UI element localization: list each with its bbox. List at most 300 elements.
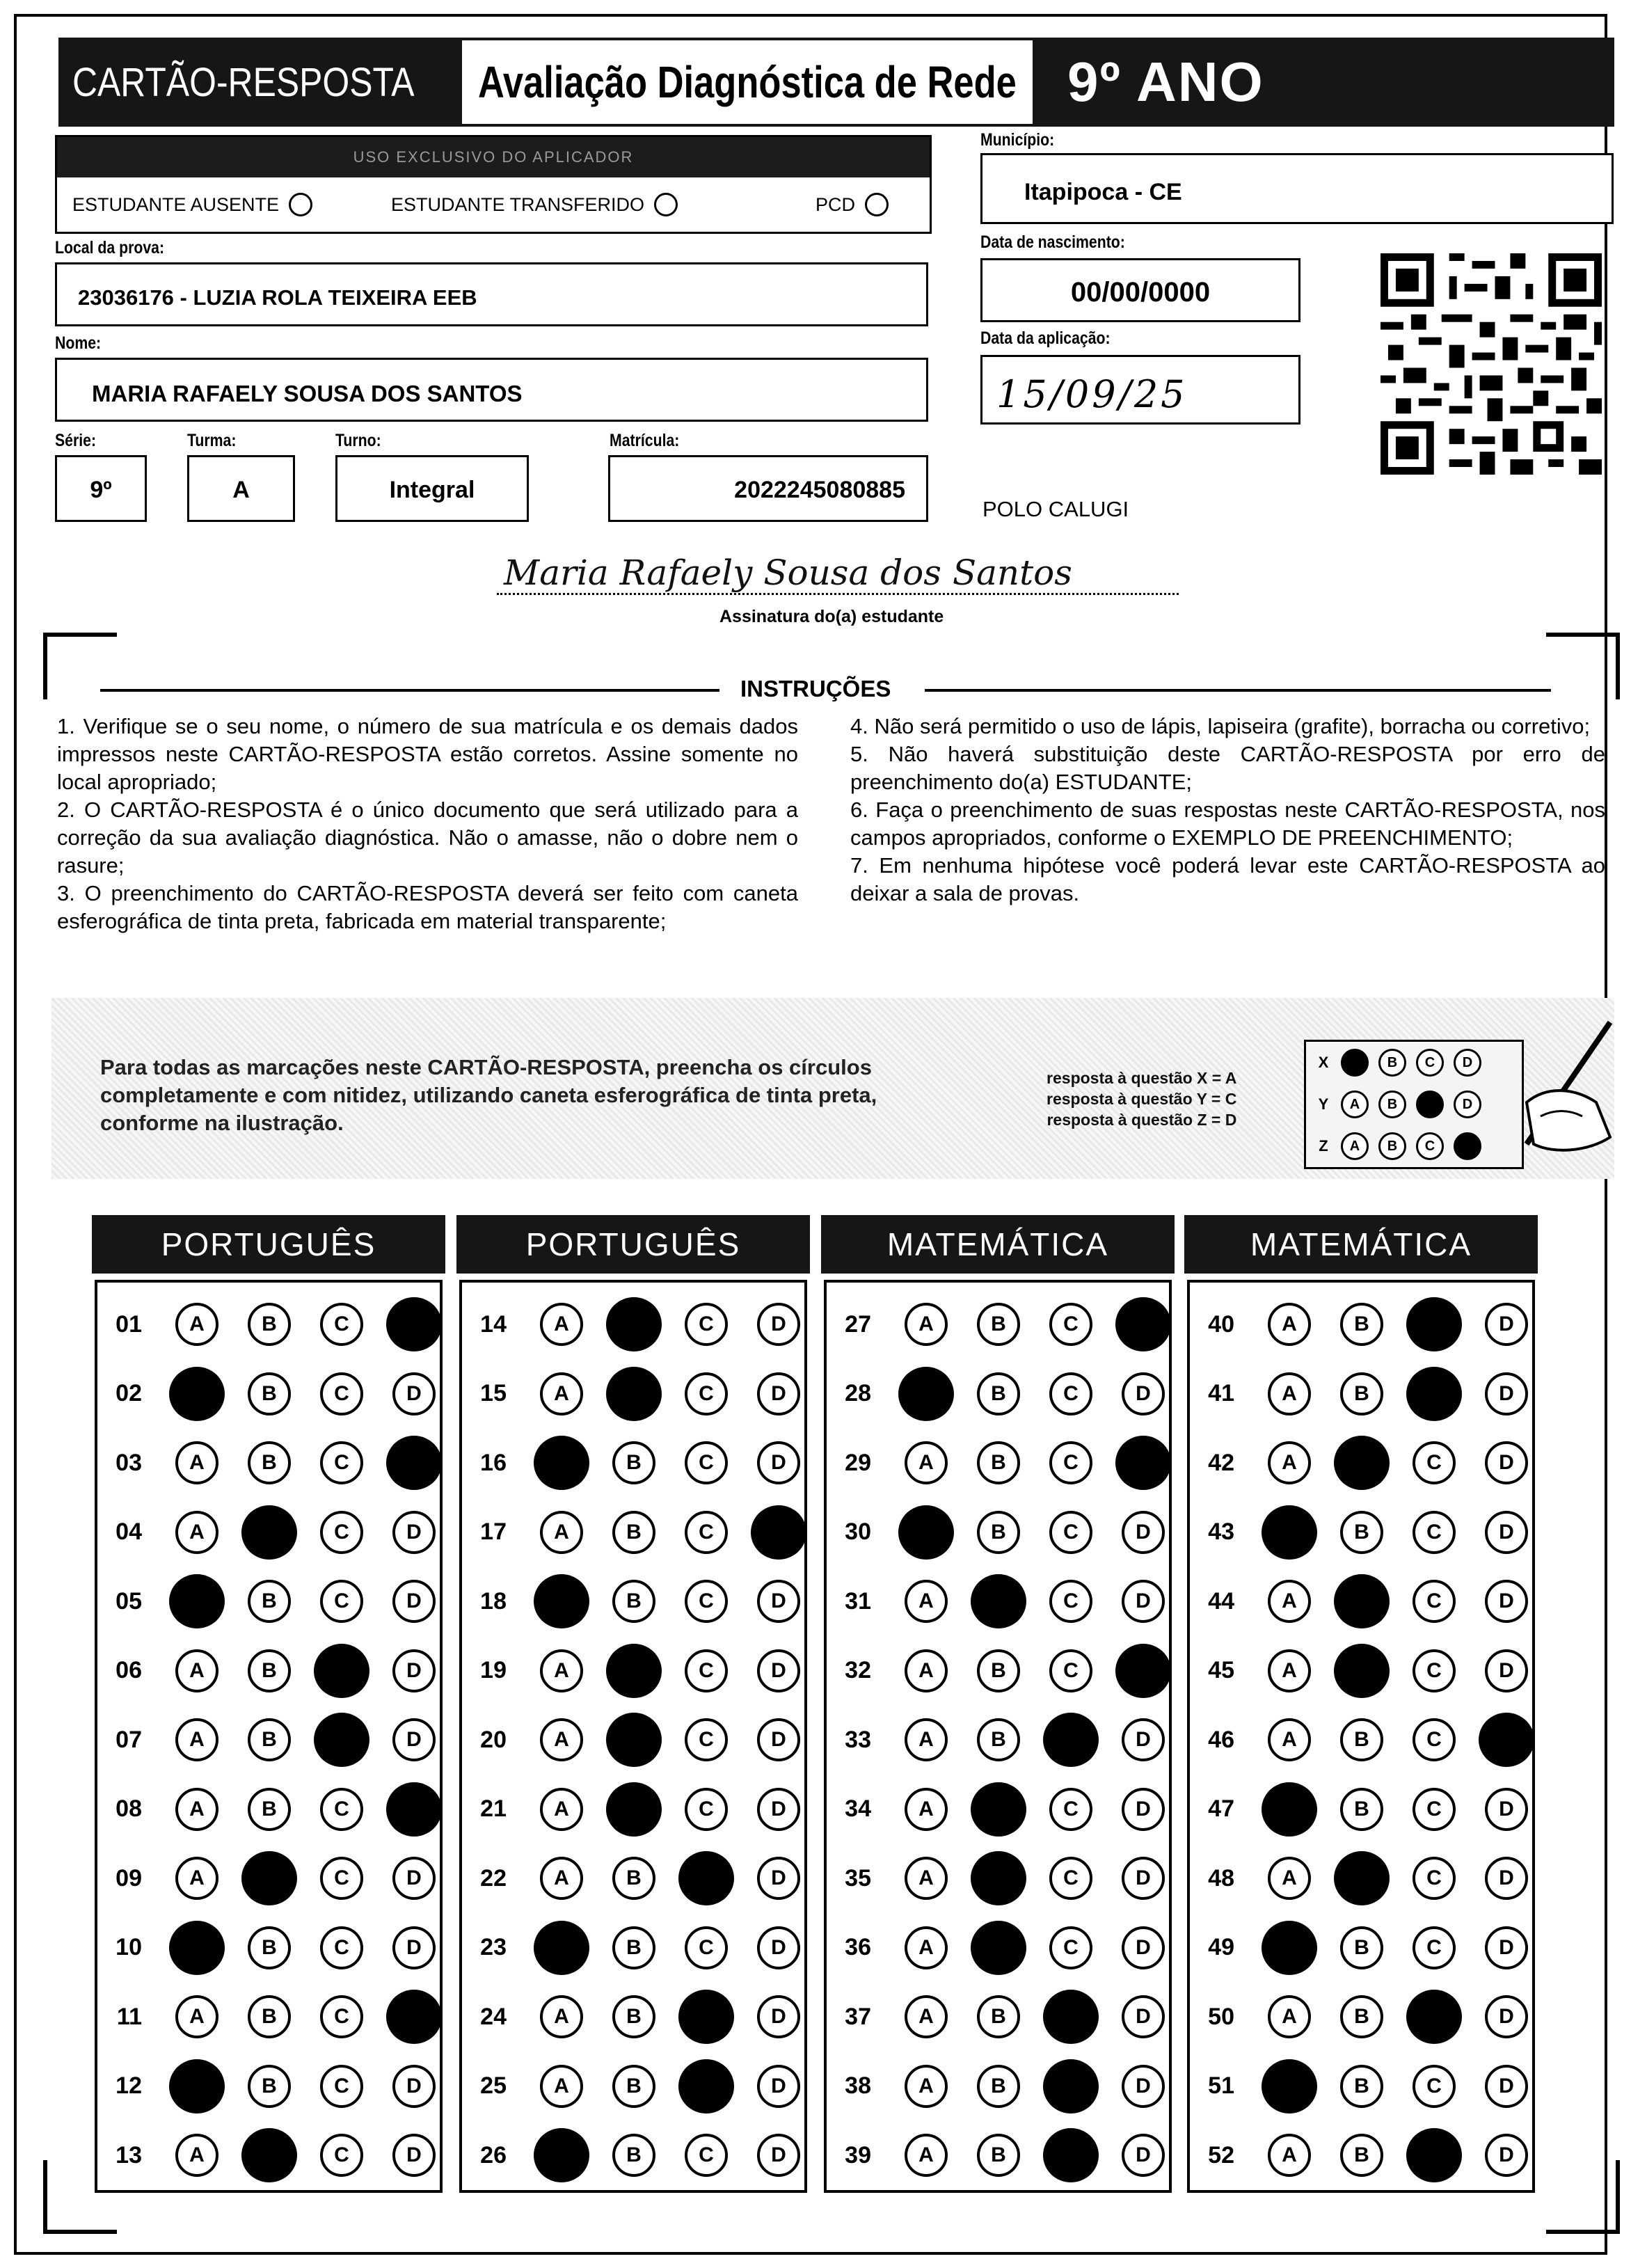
answer-bubble-a[interactable]: A — [534, 2128, 589, 2182]
answer-bubble-d[interactable]: D — [757, 1857, 800, 1900]
answer-bubble-c[interactable]: C — [1413, 1649, 1456, 1692]
answer-bubble-c[interactable]: C — [1413, 1788, 1456, 1831]
question-number: 23 — [480, 1934, 507, 1960]
answer-column — [824, 1280, 1172, 2193]
answer-bubble-a[interactable]: A — [1268, 1303, 1311, 1346]
question-row — [1190, 1920, 1532, 1976]
answer-bubble-b[interactable]: B — [248, 1372, 291, 1415]
answer-bubble-a[interactable]: A — [540, 1718, 583, 1761]
answer-bubble-c[interactable]: C — [1049, 1857, 1092, 1900]
answer-bubble-d[interactable]: D — [757, 1649, 800, 1692]
answer-bubble-c[interactable]: C — [685, 1649, 728, 1692]
answer-bubble-b[interactable]: B — [248, 1995, 291, 2038]
answer-bubble-d[interactable]: D — [392, 1857, 436, 1900]
answer-bubble-c[interactable]: C — [314, 1644, 369, 1698]
answer-bubble-a[interactable]: A — [534, 1574, 589, 1628]
answer-bubble-c[interactable]: C — [1413, 1857, 1456, 1900]
answer-bubble-c[interactable]: C — [1049, 1788, 1092, 1831]
answer-bubble-d[interactable]: D — [1485, 1926, 1528, 1969]
question-number: 05 — [116, 1587, 142, 1615]
answer-bubble-a[interactable]: A — [540, 1995, 583, 2038]
answer-bubble-d[interactable]: D — [757, 2065, 800, 2108]
example-bubble-b: B — [1378, 1049, 1406, 1077]
answer-bubble-b[interactable]: B — [971, 1921, 1026, 1975]
answer-bubble-d[interactable]: D — [757, 1441, 800, 1484]
question-number: 22 — [480, 1864, 507, 1892]
answer-bubble-c[interactable]: C — [1406, 1990, 1462, 2044]
answer-bubble-a[interactable]: A — [175, 1303, 218, 1346]
answer-bubble-b[interactable]: B — [1334, 1644, 1390, 1698]
answer-bubble-c[interactable]: C — [320, 2134, 363, 2177]
question-number: 02 — [116, 1380, 142, 1406]
answer-bubble-b[interactable]: B — [977, 1718, 1020, 1761]
signature-handwriting: Maria Rafaely Sousa dos Santos — [504, 553, 1072, 593]
answer-bubble-a[interactable]: A — [1268, 2134, 1311, 2177]
matricula-value: 2022245080885 — [734, 477, 905, 503]
answer-bubble-b[interactable]: B — [1340, 1788, 1383, 1831]
answer-bubble-b[interactable]: B — [971, 1782, 1026, 1837]
question-row — [827, 1782, 1169, 1837]
pcd-option[interactable] — [816, 193, 889, 216]
answer-bubble-b[interactable]: B — [977, 1441, 1020, 1484]
answer-bubble-a[interactable]: A — [175, 1788, 218, 1831]
answer-bubble-b[interactable]: B — [241, 2128, 297, 2182]
answer-bubble-d[interactable]: D — [757, 1926, 800, 1969]
answer-bubble-b[interactable]: B — [612, 1995, 655, 2038]
instruction-1: 1. Verifique se o seu nome, o número de sua matrícula e os demais dados impressos neste CARTÃO-RESPOSTA estão corretos. Assine somente no local apropriado; — [57, 714, 798, 794]
answer-bubble-b[interactable]: B — [606, 1782, 662, 1837]
answer-bubble-b[interactable]: B — [606, 1644, 662, 1698]
answer-bubble-a[interactable]: A — [175, 1649, 218, 1692]
answer-bubble-a[interactable]: A — [1268, 1995, 1311, 2038]
question-number: 44 — [1208, 1587, 1234, 1615]
answer-bubble-d[interactable]: D — [386, 1782, 442, 1837]
answer-bubble-d[interactable]: D — [1485, 1303, 1528, 1346]
answer-bubble-c[interactable]: C — [1049, 1441, 1092, 1484]
answer-bubble-a[interactable]: A — [905, 1580, 948, 1623]
answer-bubble-c[interactable]: C — [1413, 1511, 1456, 1554]
pcd-bubble[interactable] — [865, 193, 889, 216]
answer-bubble-a[interactable]: A — [169, 1574, 225, 1628]
answer-bubble-b[interactable]: B — [977, 1372, 1020, 1415]
question-number: 37 — [845, 2003, 871, 2030]
answer-bubble-a[interactable]: A — [905, 2134, 948, 2177]
instruction-4: 4. Não será permitido o uso de lápis, lapiseira (grafite), borracha ou corretivo; — [850, 714, 1591, 738]
example-row — [1306, 1125, 1522, 1167]
transferred-option[interactable] — [391, 193, 678, 216]
answer-bubble-a[interactable]: A — [540, 1857, 583, 1900]
answer-bubble-d[interactable]: D — [1485, 1441, 1528, 1484]
signature-line — [497, 593, 1179, 595]
instruction-5: 5. Não haverá substituição deste CARTÃO-RESPOSTA por erro de preenchimento do(a) ESTUDANTE; — [850, 742, 1605, 794]
answer-bubble-d[interactable]: D — [1122, 1926, 1165, 1969]
answer-bubble-b[interactable]: B — [612, 1580, 655, 1623]
answer-bubble-a[interactable]: A — [905, 2065, 948, 2108]
answer-bubble-a[interactable]: A — [1262, 2059, 1317, 2114]
question-number: 15 — [480, 1380, 507, 1406]
serie-label: Série: — [55, 431, 97, 450]
answer-bubble-c[interactable]: C — [1049, 1303, 1092, 1346]
answer-bubble-c[interactable]: C — [1413, 1926, 1456, 1969]
question-number: 52 — [1208, 2141, 1234, 2168]
question-row — [462, 1920, 804, 1976]
example-bubble-d: D — [1454, 1091, 1481, 1118]
answer-bubble-a[interactable]: A — [1268, 1580, 1311, 1623]
answer-bubble-c[interactable]: C — [320, 1926, 363, 1969]
polo-label: POLO CALUGI — [982, 497, 1129, 521]
instruction-2: 2. O CARTÃO-RESPOSTA é o único documento que será utilizado para a correção da sua avaliação diagnóstica. Não o amasse, não o dobre nem o rasure; — [57, 798, 798, 878]
question-row — [462, 1989, 804, 2045]
answer-bubble-b[interactable]: B — [1340, 2134, 1383, 2177]
answer-bubble-a[interactable]: A — [898, 1505, 954, 1560]
answer-bubble-d[interactable]: D — [757, 1372, 800, 1415]
question-number: 40 — [1208, 1310, 1234, 1338]
answer-bubble-a[interactable]: A — [169, 2059, 225, 2114]
answer-bubble-d[interactable]: D — [1485, 1372, 1528, 1415]
application-date-value: 15/09/25 — [996, 372, 1188, 416]
answer-bubble-d[interactable]: D — [751, 1505, 806, 1560]
answer-bubble-d[interactable]: D — [1122, 1718, 1165, 1761]
question-number: 46 — [1208, 1726, 1234, 1753]
answer-bubble-c[interactable]: C — [1049, 1511, 1092, 1554]
answer-bubble-d[interactable]: D — [757, 1718, 800, 1761]
answer-bubble-d[interactable]: D — [1479, 1713, 1534, 1767]
answer-bubble-a[interactable]: A — [540, 1649, 583, 1692]
answer-bubble-c[interactable]: C — [685, 1372, 728, 1415]
answer-bubble-a[interactable]: A — [534, 1921, 589, 1975]
answer-bubble-a[interactable]: A — [905, 1857, 948, 1900]
answer-bubble-c[interactable]: C — [1406, 1297, 1462, 1351]
question-number: 13 — [116, 2141, 142, 2168]
answer-bubble-a[interactable]: A — [175, 1995, 218, 2038]
example-row — [1306, 1042, 1522, 1084]
answer-bubble-b[interactable]: B — [606, 1297, 662, 1351]
question-row — [97, 1366, 440, 1422]
answer-bubble-d[interactable]: D — [1115, 1644, 1171, 1698]
answer-bubble-c[interactable]: C — [1049, 1649, 1092, 1692]
answer-bubble-c[interactable]: C — [320, 1995, 363, 2038]
answer-bubble-b[interactable]: B — [1340, 1303, 1383, 1346]
question-row — [462, 1296, 804, 1352]
answer-bubble-c[interactable]: C — [320, 2065, 363, 2108]
answer-bubble-a[interactable]: A — [905, 1788, 948, 1831]
question-number: 34 — [845, 1795, 871, 1822]
question-row — [827, 1712, 1169, 1768]
answer-bubble-c[interactable]: C — [1049, 1580, 1092, 1623]
birthdate-field — [980, 258, 1300, 322]
answer-bubble-a[interactable]: A — [540, 1511, 583, 1554]
answer-bubble-b[interactable]: B — [612, 1926, 655, 1969]
answer-bubble-b[interactable]: B — [971, 1574, 1026, 1628]
answer-bubble-c[interactable]: C — [1049, 1926, 1092, 1969]
answer-bubble-d[interactable]: D — [392, 1649, 436, 1692]
answer-bubble-a[interactable]: A — [1268, 1372, 1311, 1415]
example-bubble-b: B — [1378, 1091, 1406, 1118]
question-row — [1190, 1296, 1532, 1352]
answer-bubble-b[interactable]: B — [1340, 1511, 1383, 1554]
answer-bubble-d[interactable]: D — [1485, 2134, 1528, 2177]
answer-bubble-d[interactable]: D — [757, 2134, 800, 2177]
answer-bubble-c[interactable]: C — [320, 1441, 363, 1484]
answer-bubble-c[interactable]: C — [1049, 1372, 1092, 1415]
example-row-label: Z — [1319, 1137, 1328, 1155]
instruction-3: 3. O preenchimento do CARTÃO-RESPOSTA deverá ser feito com caneta esferográfica de tinta preta, fabricada em material transparente; — [57, 881, 798, 933]
answer-bubble-d[interactable]: D — [386, 1297, 442, 1351]
answer-bubble-a[interactable]: A — [905, 1649, 948, 1692]
example-bubble-c: C — [1416, 1049, 1444, 1077]
question-row — [462, 1505, 804, 1560]
answer-bubble-b[interactable]: B — [248, 1580, 291, 1623]
answer-bubble-c[interactable]: C — [1413, 2065, 1456, 2108]
answer-bubble-a[interactable]: A — [175, 1441, 218, 1484]
answer-bubble-c[interactable]: C — [685, 1926, 728, 1969]
turno-field — [335, 455, 529, 522]
answer-bubble-b[interactable]: B — [1334, 1574, 1390, 1628]
question-row — [827, 1920, 1169, 1976]
answer-bubble-d[interactable]: D — [386, 1436, 442, 1490]
example-row-label: Y — [1318, 1095, 1329, 1113]
answer-bubble-b[interactable]: B — [248, 1303, 291, 1346]
answer-bubble-b[interactable]: B — [977, 1511, 1020, 1554]
exam-title: Avaliação Diagnóstica de Rede — [478, 57, 1017, 107]
answer-bubble-b[interactable]: B — [1340, 1718, 1383, 1761]
matricula-field — [608, 455, 928, 522]
answer-bubble-b[interactable]: B — [977, 1649, 1020, 1692]
answer-bubble-c[interactable]: C — [1413, 1441, 1456, 1484]
answer-bubble-a[interactable]: A — [1268, 1857, 1311, 1900]
answer-bubble-c[interactable]: C — [1413, 1580, 1456, 1623]
question-row — [1190, 2127, 1532, 2183]
local-value: 23036176 - LUZIA ROLA TEIXEIRA EEB — [78, 285, 477, 310]
answer-bubble-a[interactable]: A — [905, 1718, 948, 1761]
instruction-6: 6. Faça o preenchimento de suas respostas neste CARTÃO-RESPOSTA, nos campos apropriados, conforme o EXEMPLO DE PREENCHIMENTO; — [850, 798, 1605, 850]
answer-bubble-d[interactable]: D — [757, 1788, 800, 1831]
answer-bubble-c[interactable]: C — [320, 1788, 363, 1831]
answer-bubble-a[interactable]: A — [905, 1995, 948, 2038]
answer-bubble-d[interactable]: D — [1122, 1857, 1165, 1900]
question-row — [97, 1505, 440, 1560]
answer-bubble-b[interactable]: B — [248, 1788, 291, 1831]
answer-bubble-d[interactable]: D — [757, 1303, 800, 1346]
answer-bubble-b[interactable]: B — [248, 1926, 291, 1969]
column-header: MATEMÁTICA — [1184, 1215, 1538, 1274]
answer-bubble-d[interactable]: D — [1485, 1580, 1528, 1623]
example-bubble-a: A — [1341, 1091, 1369, 1118]
question-number: 43 — [1208, 1518, 1234, 1545]
answer-bubble-c[interactable]: C — [678, 1990, 734, 2044]
matricula-label: Matrícula: — [610, 431, 680, 450]
answer-bubble-b[interactable]: B — [612, 2134, 655, 2177]
answer-bubble-a[interactable]: A — [540, 1303, 583, 1346]
grade-title: 9º ANO — [1067, 51, 1264, 113]
answer-bubble-a[interactable]: A — [905, 1441, 948, 1484]
answer-bubble-c[interactable]: C — [685, 1511, 728, 1554]
answer-sheet — [14, 14, 1607, 2255]
answer-bubble-c[interactable]: C — [320, 1372, 363, 1415]
answer-bubble-b[interactable]: B — [241, 1505, 297, 1560]
answer-bubble-b[interactable]: B — [606, 1367, 662, 1421]
answer-column — [1187, 1280, 1535, 2193]
fill-example-text: Para todas as marcações neste CARTÃO-RESPOSTA, preencha os círculos completamente e com nitidez, utilizando caneta esferográfica de tinta preta, conforme na ilustração. — [100, 1055, 877, 1135]
answer-bubble-c[interactable]: C — [685, 1441, 728, 1484]
answer-bubble-d[interactable]: D — [1485, 1511, 1528, 1554]
answer-bubble-d[interactable]: D — [757, 1580, 800, 1623]
answer-bubble-a[interactable]: A — [540, 1788, 583, 1831]
answer-bubble-c[interactable]: C — [320, 1580, 363, 1623]
answer-bubble-d[interactable]: D — [1122, 1788, 1165, 1831]
answer-bubble-a[interactable]: A — [175, 1718, 218, 1761]
answer-bubble-a[interactable]: A — [169, 1921, 225, 1975]
answer-bubble-a[interactable]: A — [1268, 1649, 1311, 1692]
answer-bubble-d[interactable]: D — [392, 1718, 436, 1761]
answer-bubble-d[interactable]: D — [1485, 1995, 1528, 2038]
answer-bubble-d[interactable]: D — [1122, 1511, 1165, 1554]
answer-bubble-d[interactable]: D — [1115, 1297, 1171, 1351]
question-number: 08 — [116, 1795, 142, 1822]
name-field — [55, 358, 928, 422]
answer-bubble-a[interactable]: A — [1262, 1921, 1317, 1975]
answer-bubble-d[interactable]: D — [757, 1995, 800, 2038]
application-date-field[interactable] — [980, 355, 1300, 425]
answer-bubble-a[interactable]: A — [169, 1367, 225, 1421]
answer-bubble-b[interactable]: B — [1334, 1851, 1390, 1905]
answer-bubble-d[interactable]: D — [392, 2134, 436, 2177]
answer-bubble-d[interactable]: D — [1485, 1857, 1528, 1900]
answer-bubble-a[interactable]: A — [1262, 1505, 1317, 1560]
answer-bubble-b[interactable]: B — [248, 1649, 291, 1692]
question-row — [827, 1366, 1169, 1422]
answer-bubble-d[interactable]: D — [392, 2065, 436, 2108]
question-row — [1190, 1712, 1532, 1768]
answer-bubble-c[interactable]: C — [1043, 1990, 1099, 2044]
serie-field — [55, 455, 147, 522]
example-bubble-a: A — [1341, 1049, 1369, 1077]
answer-bubble-a[interactable]: A — [540, 2065, 583, 2108]
answer-bubble-b[interactable]: B — [1340, 1995, 1383, 2038]
answer-bubble-b[interactable]: B — [1340, 2065, 1383, 2108]
answer-bubble-d[interactable]: D — [386, 1990, 442, 2044]
answer-bubble-c[interactable]: C — [678, 2059, 734, 2114]
question-row — [827, 1989, 1169, 2045]
answer-bubble-c[interactable]: C — [685, 1580, 728, 1623]
answer-bubble-c[interactable]: C — [320, 1857, 363, 1900]
question-number: 16 — [480, 1449, 507, 1476]
question-number: 11 — [117, 2003, 142, 2030]
answer-bubble-c[interactable]: C — [1406, 2128, 1462, 2182]
absent-option[interactable] — [72, 193, 312, 216]
answer-bubble-a[interactable]: A — [905, 1303, 948, 1346]
answer-bubble-d[interactable]: D — [1122, 1372, 1165, 1415]
answer-bubble-a[interactable]: A — [1268, 1441, 1311, 1484]
answer-bubble-d[interactable]: D — [1122, 1995, 1165, 2038]
question-number: 48 — [1208, 1864, 1234, 1892]
answer-bubble-d[interactable]: D — [1485, 2065, 1528, 2108]
answer-bubble-b[interactable]: B — [241, 1851, 297, 1905]
answer-bubble-b[interactable]: B — [248, 1718, 291, 1761]
question-number: 31 — [845, 1587, 871, 1615]
column-header: PORTUGUÊS — [92, 1215, 445, 1274]
answer-bubble-c[interactable]: C — [685, 1718, 728, 1761]
answer-bubble-a[interactable]: A — [175, 1511, 218, 1554]
answer-bubble-c[interactable]: C — [685, 1788, 728, 1831]
question-row — [97, 1435, 440, 1491]
answer-bubble-b[interactable]: B — [971, 1851, 1026, 1905]
name-value: MARIA RAFAELY SOUSA DOS SANTOS — [92, 381, 523, 406]
answer-bubble-b[interactable]: B — [1334, 1436, 1390, 1490]
answer-bubble-b[interactable]: B — [1340, 1372, 1383, 1415]
answer-bubble-a[interactable]: A — [1268, 1718, 1311, 1761]
answer-bubble-c[interactable]: C — [1043, 1713, 1099, 1767]
answer-bubble-b[interactable]: B — [606, 1713, 662, 1767]
answer-bubble-a[interactable]: A — [898, 1367, 954, 1421]
answer-bubble-b[interactable]: B — [248, 2065, 291, 2108]
answer-bubble-b[interactable]: B — [977, 2065, 1020, 2108]
sheet-title: CARTÃO-RESPOSTA — [72, 59, 415, 105]
answer-bubble-d[interactable]: D — [1122, 2065, 1165, 2108]
answer-bubble-c[interactable]: C — [1043, 2128, 1099, 2182]
answer-bubble-c[interactable]: C — [1043, 2059, 1099, 2114]
turno-value: Integral — [389, 477, 475, 503]
serie-value: 9º — [90, 477, 112, 503]
question-row — [827, 2127, 1169, 2183]
answer-bubble-b[interactable]: B — [1340, 1926, 1383, 1969]
instructions-left — [57, 713, 798, 935]
answer-bubble-d[interactable]: D — [392, 1511, 436, 1554]
answer-bubble-b[interactable]: B — [612, 1441, 655, 1484]
example-row — [1306, 1084, 1522, 1125]
answer-bubble-c[interactable]: C — [678, 1851, 734, 1905]
answer-bubble-d[interactable]: D — [1122, 1580, 1165, 1623]
answer-bubble-b[interactable]: B — [977, 1303, 1020, 1346]
answer-bubble-a[interactable]: A — [175, 1857, 218, 1900]
answer-bubble-b[interactable]: B — [612, 1511, 655, 1554]
answer-bubble-c[interactable]: C — [685, 1303, 728, 1346]
legend-line-x: resposta à questão X = A — [1047, 1069, 1237, 1087]
answer-bubble-d[interactable]: D — [1485, 1649, 1528, 1692]
answer-bubble-d[interactable]: D — [1115, 1436, 1171, 1490]
question-row — [462, 1573, 804, 1629]
answer-bubble-a[interactable]: A — [175, 2134, 218, 2177]
answer-bubble-b[interactable]: B — [977, 2134, 1020, 2177]
question-row — [97, 2059, 440, 2114]
transferred-bubble[interactable] — [654, 193, 678, 216]
question-number: 24 — [480, 2003, 507, 2030]
answer-bubble-c[interactable]: C — [685, 2134, 728, 2177]
answer-bubble-b[interactable]: B — [248, 1441, 291, 1484]
answer-bubble-c[interactable]: C — [1413, 1718, 1456, 1761]
question-number: 51 — [1208, 2072, 1234, 2099]
absent-bubble[interactable] — [289, 193, 312, 216]
answer-bubble-d[interactable]: D — [392, 1580, 436, 1623]
answer-bubble-a[interactable]: A — [1262, 1782, 1317, 1837]
answer-bubble-a[interactable]: A — [534, 1436, 589, 1490]
answer-bubble-c[interactable]: C — [320, 1511, 363, 1554]
answer-bubble-d[interactable]: D — [392, 1926, 436, 1969]
question-number: 27 — [845, 1310, 871, 1338]
answer-bubble-d[interactable]: D — [392, 1372, 436, 1415]
answer-bubble-d[interactable]: D — [1122, 2134, 1165, 2177]
answer-bubble-a[interactable]: A — [540, 1372, 583, 1415]
legend-line-z: resposta à questão Z = D — [1047, 1111, 1237, 1129]
answer-bubble-b[interactable]: B — [612, 1857, 655, 1900]
answer-bubble-c[interactable]: C — [320, 1303, 363, 1346]
answer-bubble-b[interactable]: B — [612, 2065, 655, 2108]
answer-bubble-d[interactable]: D — [1485, 1788, 1528, 1831]
answer-bubble-c[interactable]: C — [314, 1713, 369, 1767]
answer-bubble-b[interactable]: B — [977, 1995, 1020, 2038]
answer-bubble-a[interactable]: A — [905, 1926, 948, 1969]
answer-bubble-c[interactable]: C — [1406, 1367, 1462, 1421]
